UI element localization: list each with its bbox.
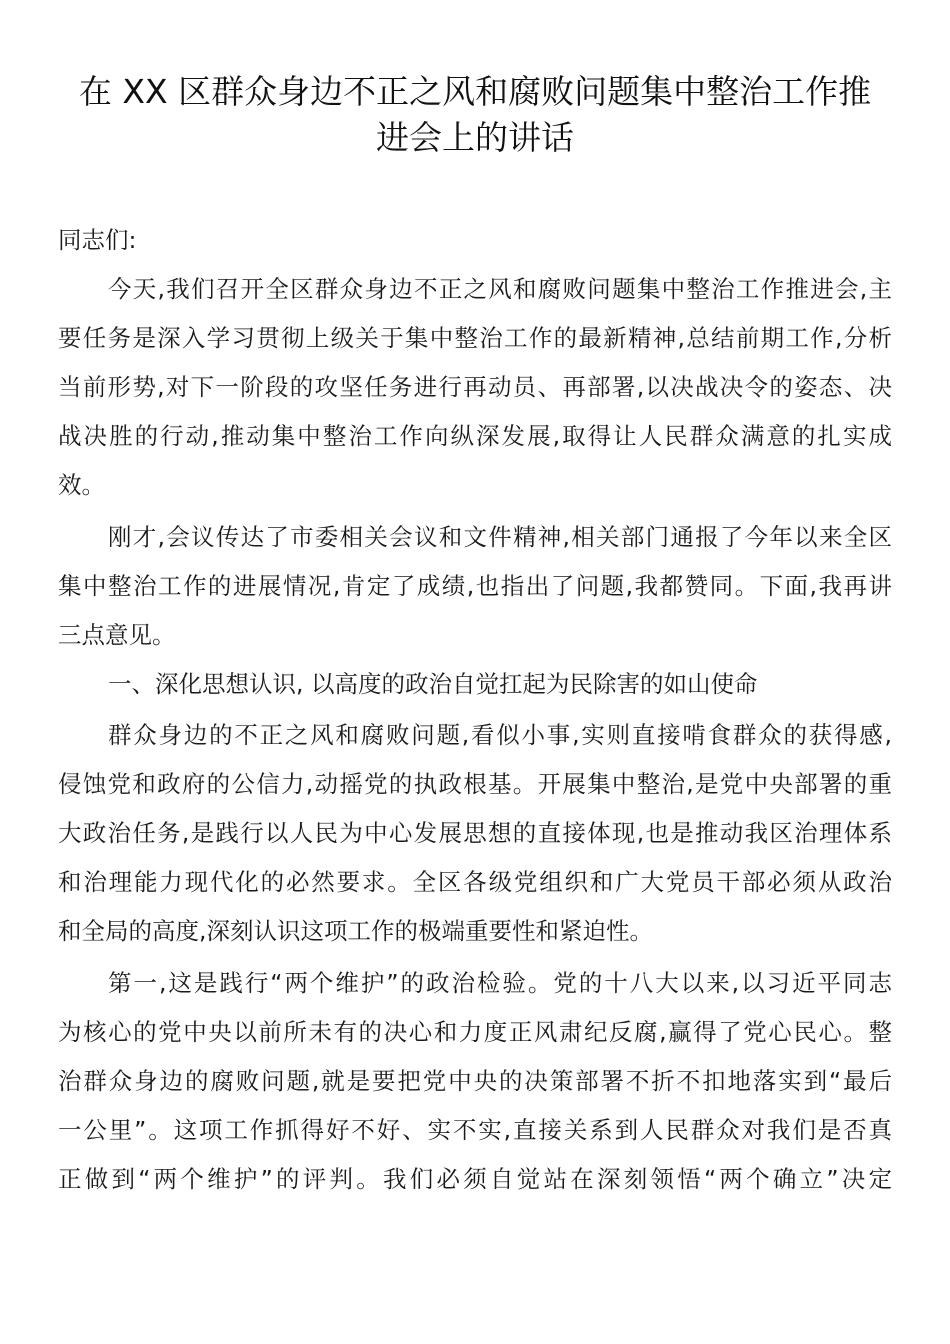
document-title-line-1: 在 XX 区群众身边不正之风和腐败问题集中整治工作推 <box>78 72 872 111</box>
paragraph-2-line-1: 刚才,会议传达了市委相关会议和文件精神,相关部门通报了今年以来全区 <box>108 523 892 551</box>
paragraph-2-line-3: 三点意见。 <box>58 621 176 649</box>
paragraph-1-line-3: 当前形势,对下一阶段的攻坚任务进行再动员、再部署,以决战决令的姿态、决 <box>58 373 892 401</box>
paragraph-4-line-3: 治群众身边的腐败问题,就是要把党中央的决策部署不折不扣地落实到“最后 <box>58 1067 892 1095</box>
paragraph-1-line-2: 要任务是深入学习贯彻上级关于集中整治工作的最新精神,总结前期工作,分析 <box>58 324 892 352</box>
paragraph-4-line-4: 一公里”。这项工作抓得好不好、实不实,直接关系到人民群众对我们是否真 <box>58 1116 892 1144</box>
paragraph-3-line-4: 和治理能力现代化的必然要求。全区各级党组织和广大党员干部必须从政治 <box>58 868 892 896</box>
paragraph-1-line-1: 今天,我们召开全区群众身边不正之风和腐败问题集中整治工作推进会,主 <box>108 275 892 303</box>
paragraph-1-line-4: 战决胜的行动,推动集中整治工作向纵深发展,取得让人民群众满意的扎实成 <box>58 422 892 450</box>
paragraph-2-line-2: 集中整治工作的进展情况,肯定了成绩,也指出了问题,我都赞同。下面,我再讲 <box>58 572 892 600</box>
document-title-line-2: 进会上的讲话 <box>376 118 574 157</box>
paragraph-3-line-2: 侵蚀党和政府的公信力,动摇党的执政根基。开展集中整治,是党中央部署的重 <box>58 770 892 798</box>
paragraph-1-line-5: 效。 <box>58 471 105 499</box>
paragraph-4-line-5: 正做到“两个维护”的评判。我们必须自觉站在深刻领悟“两个确立”决定 <box>58 1165 892 1193</box>
salutation: 同志们: <box>58 226 137 254</box>
paragraph-3-line-1: 群众身边的不正之风和腐败问题,看似小事,实则直接啃食群众的获得感, <box>108 721 892 749</box>
paragraph-3-line-3: 大政治任务,是践行以人民为中心发展思想的直接体现,也是推动我区治理体系 <box>58 819 892 847</box>
paragraph-3-line-5: 和全局的高度,深刻认识这项工作的极端重要性和紧迫性。 <box>58 917 653 945</box>
paragraph-4-line-2: 为核心的党中央以前所未有的决心和力度正风肃纪反腐,赢得了党心民心。整 <box>58 1018 892 1046</box>
section-heading-1: 一、深化思想认识, 以高度的政治自觉扛起为民除害的如山使命 <box>108 670 758 698</box>
paragraph-4-line-1: 第一,这是践行“两个维护”的政治检验。党的十八大以来,以习近平同志 <box>108 969 892 997</box>
